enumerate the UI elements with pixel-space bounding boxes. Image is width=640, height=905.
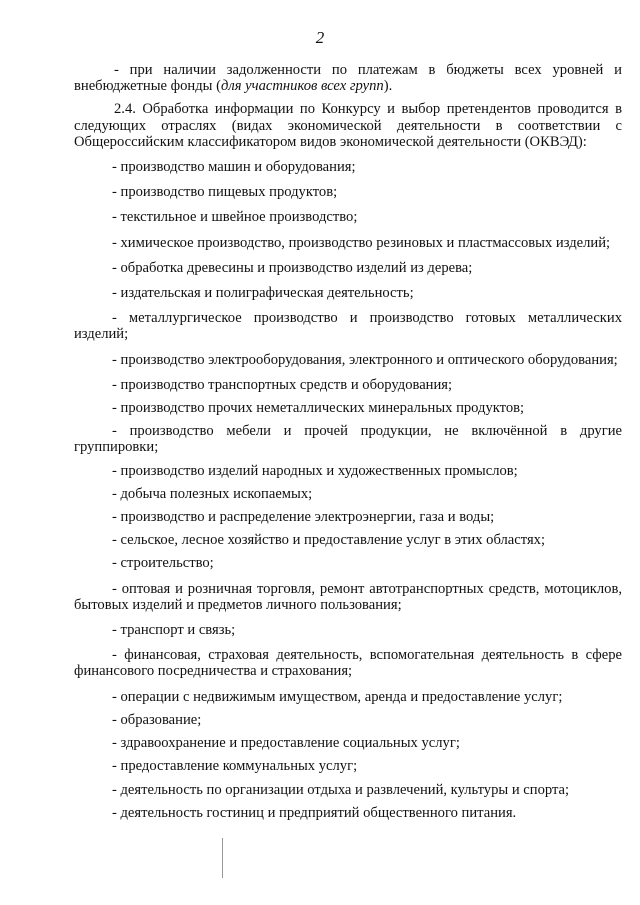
list-item: - производство изделий народных и художественных промыслов; <box>112 462 518 479</box>
list-item: - предоставление коммунальных услуг; <box>112 758 358 775</box>
list-item: - химическое производство, производство резиновых и пластмассовых изделий; <box>112 234 611 251</box>
list-item: - оптовая и розничная торговля, ремонт автотранспортных средств, мотоциклов, бытовых изделий и предметов личного пользования; <box>74 580 622 613</box>
list-item: - текстильное и швейное производство; <box>112 209 358 226</box>
list-item: - обработка древесины и производство изделий из дерева; <box>112 259 473 276</box>
clause-2-4: 2.4. Обработка информации по Конкурсу и выбор претендентов проводится в следующих отраслях (видах экономической деятельности в соответствии с Общероссийским классификатором видов экономической деятельности (ОКВЭД): <box>74 101 622 150</box>
intro-list-item <box>74 62 622 94</box>
list-item: - образование; <box>112 711 202 728</box>
list-item: - транспорт и связь; <box>112 622 236 639</box>
list-item: - металлургическое производство и производство готовых металлических изделий; <box>74 310 622 343</box>
list-item: - деятельность по организации отдыха и развлечений, культуры и спорта; <box>112 781 570 798</box>
list-item: - производство электрооборудования, электронного и оптического оборудования; <box>112 351 618 368</box>
intro-item-text: - при наличии задолженности по платежам в бюджеты всех уровней и внебюджетные фонды ( <box>74 62 622 95</box>
list-item: - здравоохранение и предоставление социальных услуг; <box>112 735 460 752</box>
list-item: - производство прочих неметаллических минеральных продуктов; <box>112 400 525 417</box>
page-number: 2 <box>315 28 325 47</box>
list-item: - производство мебели и прочей продукции, не включённой в другие группировки; <box>74 423 622 456</box>
scan-artifact-line <box>222 838 223 878</box>
list-item: - строительство; <box>112 555 214 572</box>
list-item: - производство машин и оборудования; <box>112 159 356 176</box>
document-body <box>74 62 622 821</box>
list-item: - производство пищевых продуктов; <box>112 184 338 201</box>
list-item: - финансовая, страховая деятельность, вспомогательная деятельность в сфере финансового посредничества и страхования; <box>74 647 622 680</box>
list-item: - деятельность гостиниц и предприятий общественного питания. <box>112 804 517 821</box>
list-item: - добыча полезных ископаемых; <box>112 485 313 502</box>
intro-item-tail: ). <box>383 78 393 95</box>
list-item: - сельское, лесное хозяйство и предоставление услуг в этих областях; <box>112 532 546 549</box>
list-item: - производство и распределение электроэнергии, газа и воды; <box>112 509 495 526</box>
list-item: - издательская и полиграфическая деятельность; <box>112 285 414 302</box>
list-item: - производство транспортных средств и оборудования; <box>112 376 453 393</box>
intro-item-note: для участников всех групп <box>220 78 384 95</box>
list-item: - операции с недвижимым имуществом, аренда и предоставление услуг; <box>112 688 563 705</box>
